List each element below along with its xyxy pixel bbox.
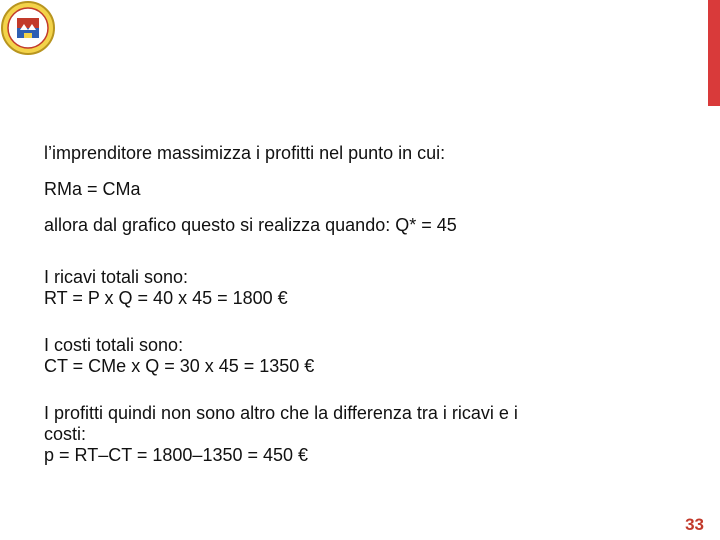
page-number: 33 <box>685 515 704 534</box>
body-line-2: RMa = CMa <box>44 179 141 199</box>
body-line-5: RT = P x Q = 40 x 45 = 1800 € <box>44 288 288 308</box>
body-line-6: I costi totali sono: <box>44 335 184 355</box>
university-seal-logo <box>0 0 56 56</box>
body-line-4: I ricavi totali sono: <box>44 267 189 287</box>
body-line-1: l’imprenditore massimizza i profitti nel punto in cui: <box>44 143 446 163</box>
body-line-9: costi: <box>44 424 87 444</box>
body-line-8: I profitti quindi non sono altro che la differenza tra i ricavi e i <box>44 403 518 423</box>
body-line-10: p = RT–CT = 1800–1350 = 450 € <box>44 445 309 465</box>
university-seal-icon <box>0 0 56 56</box>
body-line-3: allora dal grafico questo si realizza quando: Q* = 45 <box>44 215 457 235</box>
accent-bar <box>708 0 720 106</box>
slide-body <box>44 143 644 466</box>
body-line-7: CT = CMe x Q = 30 x 45 = 1350 € <box>44 356 315 376</box>
